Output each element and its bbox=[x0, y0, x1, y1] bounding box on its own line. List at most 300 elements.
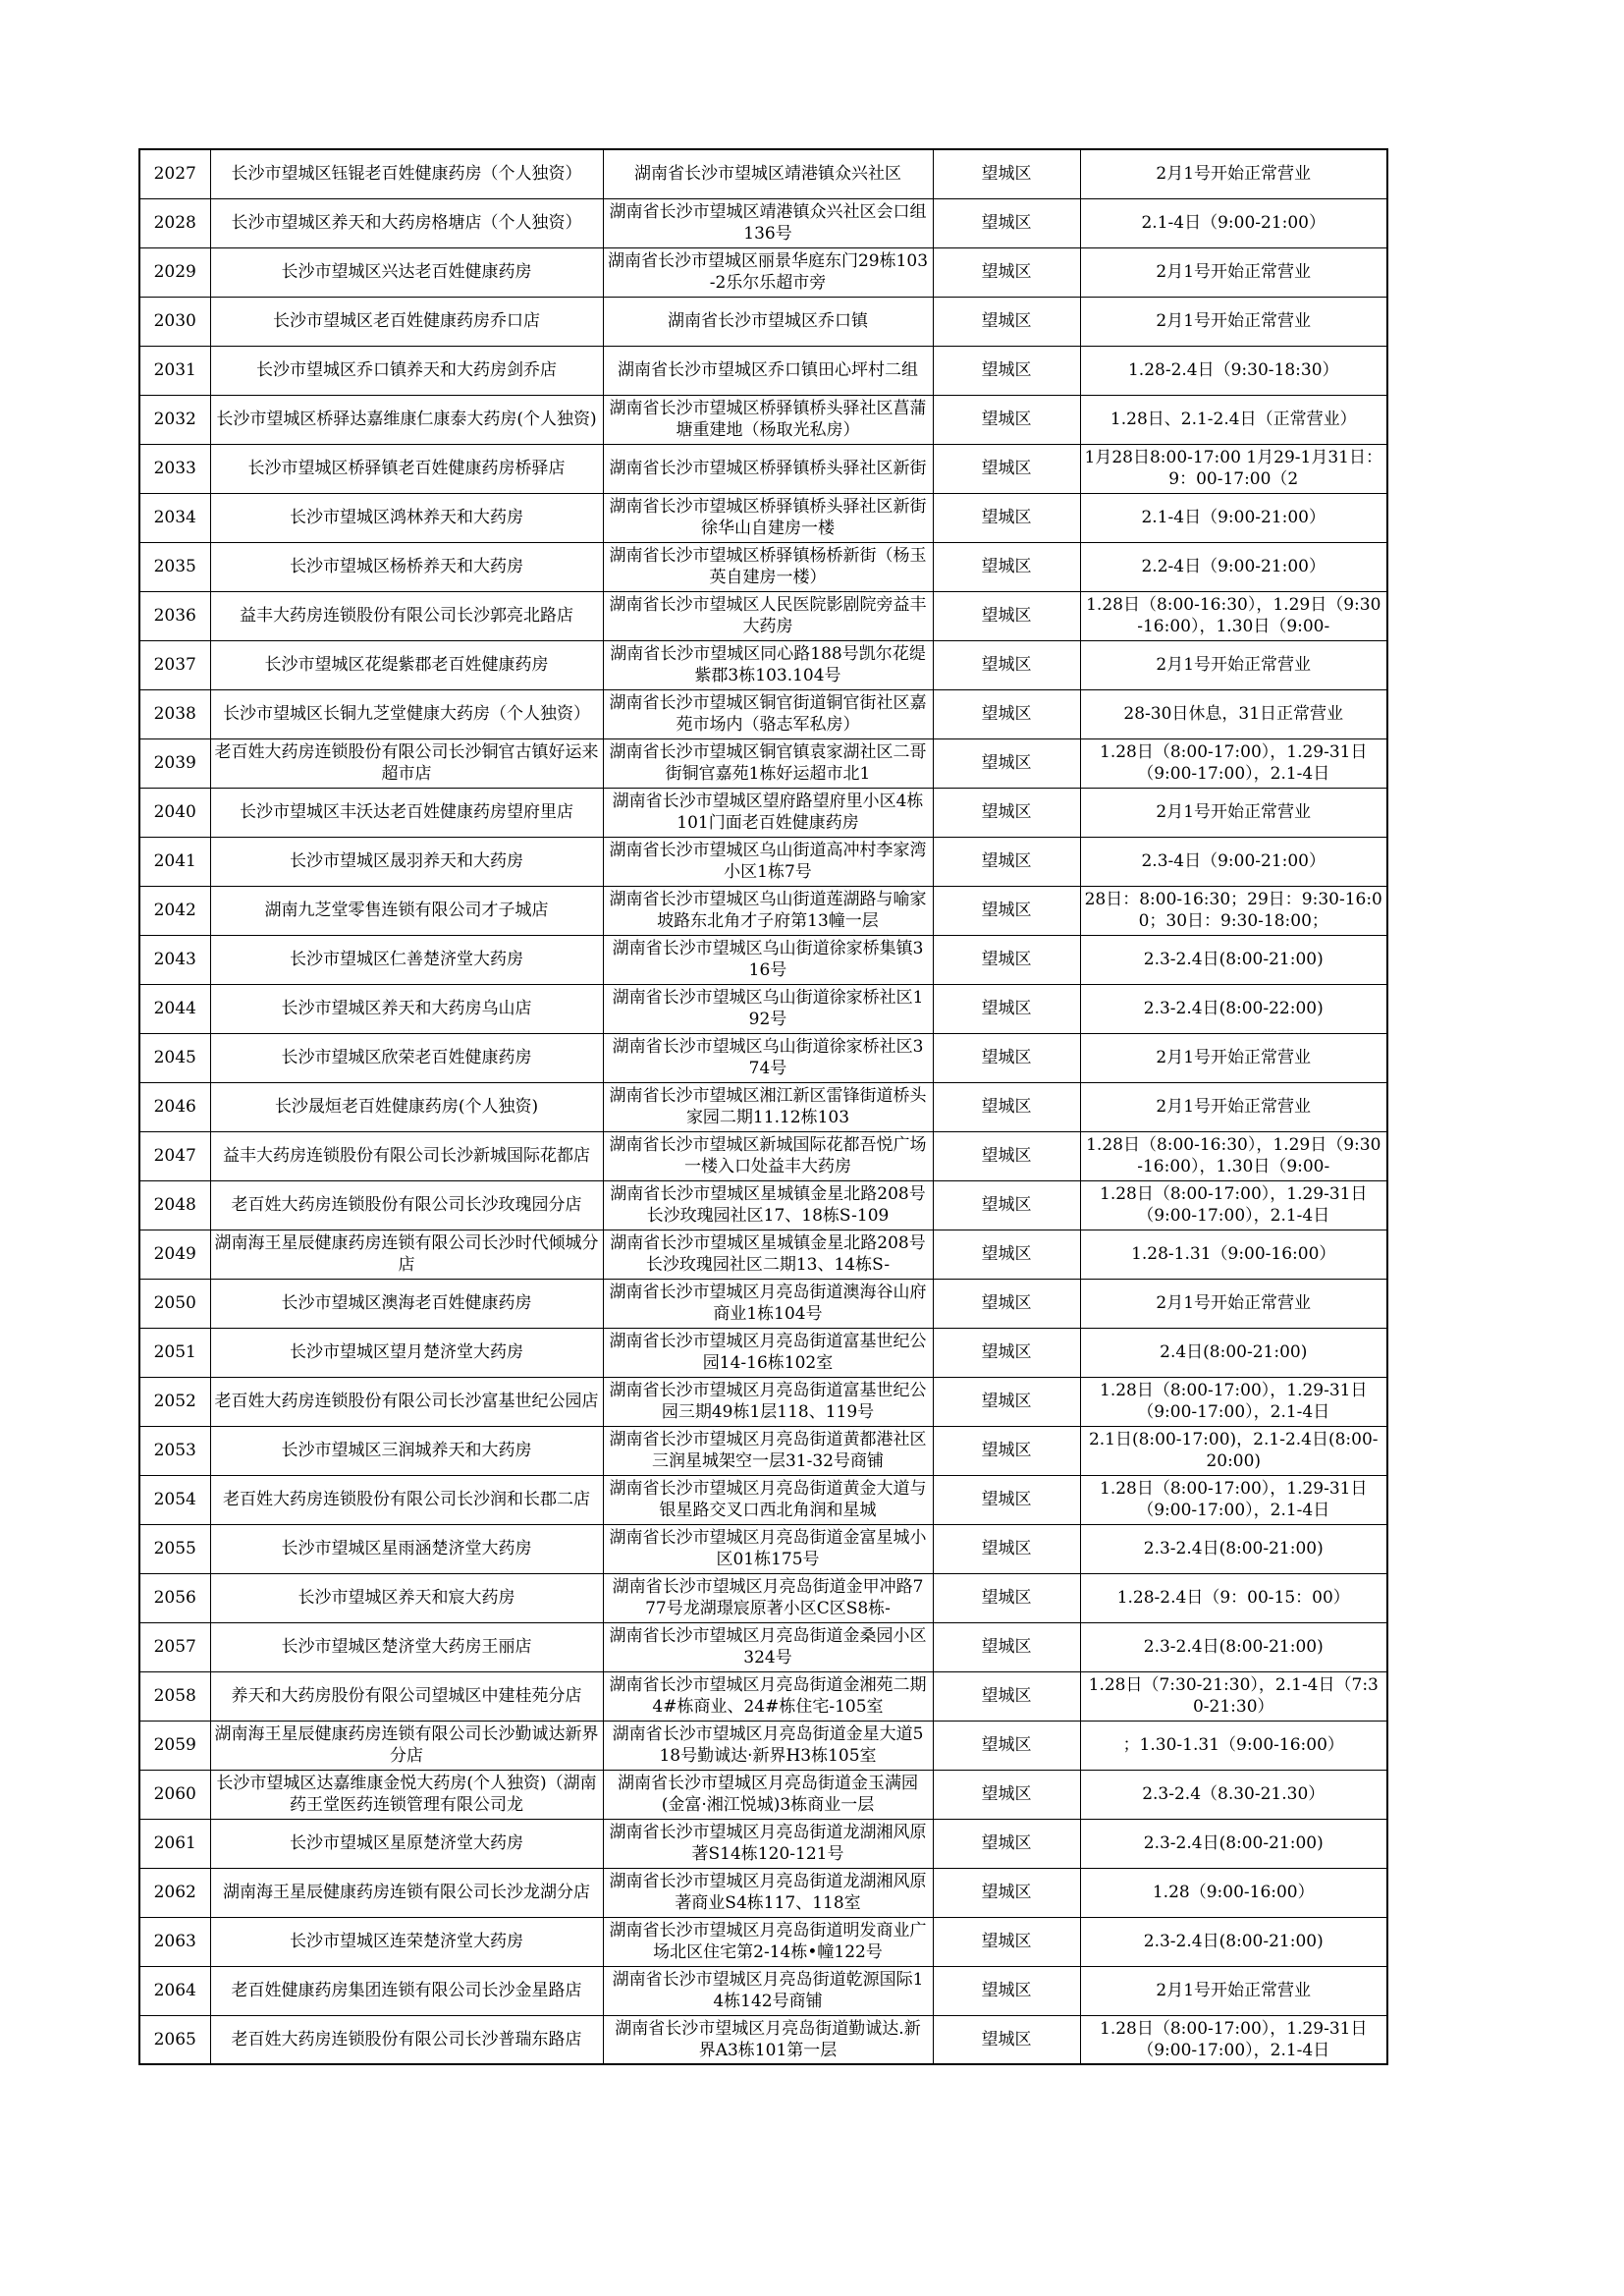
cell-hours bbox=[1080, 1131, 1387, 1180]
cell-pharmacy-name-text: 长沙市望城区三润城养天和大药房 bbox=[281, 1441, 532, 1460]
cell-pharmacy-name-text: 长沙市望城区连荣楚济堂大药房 bbox=[290, 1932, 523, 1951]
cell-address-text: 湖南省长沙市望城区月亮岛街道富基世纪公园14-16栋102室 bbox=[609, 1332, 927, 1373]
cell-district-text: 望城区 bbox=[981, 901, 1032, 920]
cell-pharmacy-name bbox=[210, 1868, 603, 1917]
table-row bbox=[139, 395, 1387, 444]
cell-district bbox=[933, 1819, 1080, 1868]
cell-pharmacy-name bbox=[210, 1819, 603, 1868]
cell-address bbox=[603, 297, 933, 346]
cell-pharmacy-name bbox=[210, 542, 603, 591]
cell-district bbox=[933, 1180, 1080, 1230]
cell-hours bbox=[1080, 1328, 1387, 1377]
cell-pharmacy-name-text: 长沙市望城区养天和大药房格塘店（个人独资） bbox=[231, 213, 582, 233]
cell-hours bbox=[1080, 1230, 1387, 1279]
cell-seq-text: 2056 bbox=[153, 1588, 196, 1608]
cell-hours-text: 1.28-2.4日（9：00-15：00） bbox=[1116, 1588, 1350, 1608]
cell-district-text: 望城区 bbox=[981, 410, 1032, 429]
cell-district bbox=[933, 1573, 1080, 1622]
cell-address bbox=[603, 1082, 933, 1131]
cell-district-text: 望城区 bbox=[981, 1735, 1032, 1755]
cell-pharmacy-name bbox=[210, 1721, 603, 1770]
cell-seq-text: 2050 bbox=[153, 1293, 196, 1313]
cell-pharmacy-name-text: 长沙市望城区花缇紫郡老百姓健康药房 bbox=[264, 655, 549, 675]
cell-district-text: 望城区 bbox=[981, 1342, 1032, 1362]
cell-district-text: 望城区 bbox=[981, 1588, 1032, 1608]
cell-seq-text: 2053 bbox=[153, 1441, 196, 1460]
cell-district bbox=[933, 591, 1080, 640]
cell-pharmacy-name bbox=[210, 198, 603, 247]
table-row bbox=[139, 935, 1387, 984]
cell-address bbox=[603, 149, 933, 198]
cell-seq-text: 2037 bbox=[153, 655, 196, 675]
table-row bbox=[139, 1426, 1387, 1475]
cell-hours-text: 2月1号开始正常营业 bbox=[1156, 1981, 1312, 2000]
table-row bbox=[139, 1770, 1387, 1819]
cell-pharmacy-name-text: 湖南九芝堂零售连锁有限公司才子城店 bbox=[264, 901, 549, 920]
cell-pharmacy-name bbox=[210, 1131, 603, 1180]
cell-pharmacy-name-text: 老百姓大药房连锁股份有限公司长沙铜官古镇好运来超市店 bbox=[214, 742, 599, 784]
table-row bbox=[139, 1082, 1387, 1131]
table-row bbox=[139, 198, 1387, 247]
cell-hours-text: 2月1号开始正常营业 bbox=[1156, 164, 1312, 185]
pharmacy-table bbox=[138, 148, 1388, 2065]
cell-pharmacy-name-text: 养天和大药房股份有限公司望城区中建桂苑分店 bbox=[231, 1686, 582, 1706]
cell-pharmacy-name bbox=[210, 1180, 603, 1230]
cell-hours-text: 1.28日（8:00-17:00），1.29-31日（9:00-17:00），2.1-4日 bbox=[1100, 1381, 1368, 1422]
cell-district-text: 望城区 bbox=[981, 262, 1032, 282]
table-row bbox=[139, 1819, 1387, 1868]
cell-seq-text: 2048 bbox=[153, 1195, 196, 1215]
cell-hours bbox=[1080, 1279, 1387, 1328]
cell-district bbox=[933, 1917, 1080, 1966]
table-row bbox=[139, 837, 1387, 886]
cell-seq-text: 2029 bbox=[153, 262, 196, 282]
cell-hours bbox=[1080, 591, 1387, 640]
cell-district bbox=[933, 1524, 1080, 1573]
cell-pharmacy-name bbox=[210, 247, 603, 297]
table-row bbox=[139, 1180, 1387, 1230]
cell-pharmacy-name-text: 湖南海王星辰健康药房连锁有限公司长沙时代倾城分店 bbox=[214, 1233, 599, 1275]
cell-hours-text: 2.3-2.4日(8:00-22:00) bbox=[1143, 999, 1324, 1018]
cell-hours-text: ；1.30-1.31（9:00-16:00） bbox=[1122, 1735, 1344, 1755]
cell-district-text: 望城区 bbox=[981, 164, 1032, 185]
cell-hours bbox=[1080, 788, 1387, 837]
cell-district bbox=[933, 886, 1080, 935]
cell-address-text: 湖南省长沙市望城区月亮岛街道富基世纪公园三期49栋1层118、119号 bbox=[609, 1381, 927, 1422]
cell-seq-text: 2045 bbox=[153, 1048, 196, 1067]
cell-seq-text: 2041 bbox=[153, 851, 196, 871]
cell-district-text: 望城区 bbox=[981, 753, 1032, 773]
cell-district bbox=[933, 1426, 1080, 1475]
cell-hours bbox=[1080, 395, 1387, 444]
cell-hours bbox=[1080, 1426, 1387, 1475]
cell-seq-text: 2062 bbox=[153, 1883, 196, 1902]
cell-district bbox=[933, 1721, 1080, 1770]
cell-seq bbox=[139, 1917, 210, 1966]
cell-pharmacy-name bbox=[210, 1671, 603, 1721]
cell-address-text: 湖南省长沙市望城区乌山街道徐家桥社区192号 bbox=[612, 988, 924, 1029]
cell-seq bbox=[139, 886, 210, 935]
cell-district-text: 望城区 bbox=[981, 1932, 1032, 1951]
cell-pharmacy-name-text: 长沙市望城区澳海老百姓健康药房 bbox=[281, 1293, 532, 1313]
cell-pharmacy-name bbox=[210, 689, 603, 738]
cell-address-text: 湖南省长沙市望城区月亮岛街道黄都港社区三润星城架空一层31-32号商铺 bbox=[609, 1430, 927, 1471]
cell-hours bbox=[1080, 1622, 1387, 1671]
cell-pharmacy-name bbox=[210, 1426, 603, 1475]
cell-address-text: 湖南省长沙市望城区乔口镇 bbox=[668, 311, 868, 331]
cell-hours bbox=[1080, 1524, 1387, 1573]
cell-address-text: 湖南省长沙市望城区乌山街道徐家桥集镇316号 bbox=[612, 939, 924, 980]
cell-address bbox=[603, 1131, 933, 1180]
cell-address bbox=[603, 837, 933, 886]
cell-district bbox=[933, 1328, 1080, 1377]
cell-hours-text: 2.1日(8:00-17:00)，2.1-2.4日(8:00-20:00) bbox=[1088, 1430, 1379, 1471]
cell-address bbox=[603, 640, 933, 689]
cell-pharmacy-name-text: 长沙市望城区钰锟老百姓健康药房（个人独资） bbox=[231, 164, 582, 185]
cell-address bbox=[603, 935, 933, 984]
cell-seq-text: 2043 bbox=[153, 950, 196, 969]
cell-address-text: 湖南省长沙市望城区铜官镇袁家湖社区二哥街铜官嘉苑1栋好运超市北1 bbox=[609, 742, 927, 784]
table-row bbox=[139, 640, 1387, 689]
cell-address bbox=[603, 689, 933, 738]
cell-district-text: 望城区 bbox=[981, 606, 1032, 626]
cell-seq-text: 2027 bbox=[153, 164, 196, 185]
cell-hours bbox=[1080, 1573, 1387, 1622]
cell-seq-text: 2064 bbox=[153, 1981, 196, 2000]
cell-hours-text: 2.4日(8:00-21:00) bbox=[1160, 1342, 1308, 1362]
cell-hours-text: 28日：8:00-16:30；29日：9:30-16:00；30日：9:30-18:00； bbox=[1084, 890, 1382, 931]
cell-address-text: 湖南省长沙市望城区月亮岛街道金星大道518号勤诚达·新界H3栋105室 bbox=[612, 1724, 924, 1766]
cell-district bbox=[933, 1671, 1080, 1721]
cell-seq-text: 2060 bbox=[153, 1784, 196, 1804]
cell-district-text: 望城区 bbox=[981, 1490, 1032, 1509]
cell-hours bbox=[1080, 640, 1387, 689]
cell-seq-text: 2059 bbox=[153, 1735, 196, 1755]
table-row bbox=[139, 149, 1387, 198]
cell-district bbox=[933, 395, 1080, 444]
cell-address-text: 湖南省长沙市望城区月亮岛街道黄金大道与银星路交叉口西北角润和星城 bbox=[609, 1479, 927, 1520]
cell-district bbox=[933, 1230, 1080, 1279]
cell-address bbox=[603, 1917, 933, 1966]
cell-address-text: 湖南省长沙市望城区望府路望府里小区4栋101门面老百姓健康药房 bbox=[612, 792, 924, 833]
cell-hours-text: 1.28-2.4日（9:30-18:30） bbox=[1127, 360, 1339, 380]
table-row bbox=[139, 247, 1387, 297]
cell-district-text: 望城区 bbox=[981, 1686, 1032, 1706]
cell-seq bbox=[139, 1770, 210, 1819]
cell-address bbox=[603, 1721, 933, 1770]
cell-address bbox=[603, 444, 933, 493]
cell-pharmacy-name bbox=[210, 297, 603, 346]
cell-seq bbox=[139, 984, 210, 1033]
cell-hours-text: 28-30日休息，31日正常营业 bbox=[1123, 704, 1344, 724]
cell-hours-text: 2.3-4日（9:00-21:00） bbox=[1141, 851, 1326, 871]
cell-hours-text: 2.3-2.4日(8:00-21:00) bbox=[1143, 1833, 1324, 1853]
cell-seq bbox=[139, 1328, 210, 1377]
cell-hours bbox=[1080, 886, 1387, 935]
cell-pharmacy-name bbox=[210, 1966, 603, 2015]
cell-pharmacy-name bbox=[210, 591, 603, 640]
cell-address bbox=[603, 1377, 933, 1426]
table-row bbox=[139, 738, 1387, 788]
cell-seq bbox=[139, 1622, 210, 1671]
cell-pharmacy-name-text: 老百姓大药房连锁股份有限公司长沙普瑞东路店 bbox=[231, 2029, 582, 2050]
cell-address-text: 湖南省长沙市望城区月亮岛街道龙湖湘风原著商业S4栋117、118室 bbox=[609, 1872, 927, 1913]
cell-district bbox=[933, 542, 1080, 591]
cell-pharmacy-name-text: 长沙市望城区星雨涵楚济堂大药房 bbox=[281, 1539, 532, 1558]
cell-district-text: 望城区 bbox=[981, 1539, 1032, 1558]
cell-address-text: 湖南省长沙市望城区乌山街道高冲村李家湾小区1栋7号 bbox=[609, 841, 927, 882]
cell-pharmacy-name bbox=[210, 149, 603, 198]
cell-address bbox=[603, 1966, 933, 2015]
table-row bbox=[139, 1721, 1387, 1770]
cell-district-text: 望城区 bbox=[981, 999, 1032, 1018]
cell-address bbox=[603, 1671, 933, 1721]
cell-district bbox=[933, 738, 1080, 788]
table-body bbox=[139, 149, 1387, 2064]
cell-hours-text: 1.28（9:00-16:00） bbox=[1152, 1883, 1315, 1902]
table-row bbox=[139, 1279, 1387, 1328]
cell-district bbox=[933, 1475, 1080, 1524]
cell-hours-text: 1.28日（8:00-17:00），1.29-31日（9:00-17:00），2.1-4日 bbox=[1100, 1184, 1368, 1226]
cell-pharmacy-name bbox=[210, 837, 603, 886]
cell-pharmacy-name bbox=[210, 1033, 603, 1082]
cell-address bbox=[603, 1180, 933, 1230]
cell-address bbox=[603, 247, 933, 297]
cell-hours bbox=[1080, 837, 1387, 886]
cell-pharmacy-name bbox=[210, 1475, 603, 1524]
table-row bbox=[139, 1328, 1387, 1377]
cell-address-text: 湖南省长沙市望城区月亮岛街道澳海谷山府商业1栋104号 bbox=[609, 1283, 927, 1324]
cell-address bbox=[603, 886, 933, 935]
cell-seq bbox=[139, 1819, 210, 1868]
cell-address-text: 湖南省长沙市望城区星城镇金星北路208号长沙玫瑰园社区17、18栋S-109 bbox=[610, 1184, 926, 1226]
table-row bbox=[139, 1917, 1387, 1966]
cell-seq bbox=[139, 395, 210, 444]
cell-district-text: 望城区 bbox=[981, 459, 1032, 478]
cell-seq bbox=[139, 591, 210, 640]
cell-address-text: 湖南省长沙市望城区同心路188号凯尔花缇紫郡3栋103.104号 bbox=[610, 644, 926, 685]
cell-pharmacy-name bbox=[210, 1573, 603, 1622]
cell-address bbox=[603, 1819, 933, 1868]
cell-hours bbox=[1080, 444, 1387, 493]
cell-district bbox=[933, 1868, 1080, 1917]
cell-address-text: 湖南省长沙市望城区丽景华庭东门29栋103-2乐尔乐超市旁 bbox=[607, 251, 929, 293]
cell-pharmacy-name-text: 老百姓大药房连锁股份有限公司长沙玫瑰园分店 bbox=[231, 1195, 582, 1215]
cell-address bbox=[603, 1573, 933, 1622]
cell-pharmacy-name bbox=[210, 2015, 603, 2064]
cell-hours bbox=[1080, 1721, 1387, 1770]
cell-pharmacy-name-text: 老百姓大药房连锁股份有限公司长沙富基世纪公园店 bbox=[214, 1392, 599, 1411]
cell-address bbox=[603, 1770, 933, 1819]
cell-pharmacy-name-text: 湖南海王星辰健康药房连锁有限公司长沙龙湖分店 bbox=[223, 1883, 590, 1902]
cell-district-text: 望城区 bbox=[981, 1392, 1032, 1411]
cell-district-text: 望城区 bbox=[981, 311, 1032, 331]
cell-seq-text: 2058 bbox=[153, 1686, 196, 1706]
cell-seq-text: 2063 bbox=[153, 1932, 196, 1951]
cell-hours-text: 2月1号开始正常营业 bbox=[1156, 802, 1312, 822]
cell-address-text: 湖南省长沙市望城区乌山街道莲湖路与喻家坡路东北角才子府第13幢一层 bbox=[609, 890, 927, 931]
cell-district bbox=[933, 493, 1080, 542]
cell-hours bbox=[1080, 346, 1387, 395]
cell-hours-text: 1.28-1.31（9:00-16:00） bbox=[1131, 1244, 1336, 1264]
cell-seq bbox=[139, 1131, 210, 1180]
cell-hours-text: 1.28日（7:30-21:30），2.1-4日（7:30-21:30） bbox=[1088, 1675, 1379, 1717]
table-row bbox=[139, 1524, 1387, 1573]
cell-hours-text: 2.1-4日（9:00-21:00） bbox=[1141, 508, 1326, 527]
cell-address bbox=[603, 1622, 933, 1671]
cell-district-text: 望城区 bbox=[981, 1637, 1032, 1657]
cell-seq-text: 2036 bbox=[153, 606, 196, 626]
cell-hours bbox=[1080, 1819, 1387, 1868]
cell-pharmacy-name bbox=[210, 1328, 603, 1377]
cell-pharmacy-name-text: 长沙晟烜老百姓健康药房(个人独资) bbox=[274, 1097, 539, 1117]
cell-district-text: 望城区 bbox=[981, 360, 1032, 380]
cell-hours bbox=[1080, 689, 1387, 738]
cell-district-text: 望城区 bbox=[981, 704, 1032, 724]
cell-pharmacy-name-text: 长沙市望城区桥驿达嘉维康仁康泰大药房(个人独资) bbox=[216, 410, 597, 429]
cell-seq bbox=[139, 738, 210, 788]
cell-seq bbox=[139, 1377, 210, 1426]
cell-district bbox=[933, 935, 1080, 984]
table-row bbox=[139, 984, 1387, 1033]
cell-seq-text: 2031 bbox=[153, 360, 196, 380]
table-row bbox=[139, 346, 1387, 395]
cell-pharmacy-name-text: 长沙市望城区长铜九芝堂健康大药房（个人独资） bbox=[223, 704, 590, 724]
cell-pharmacy-name bbox=[210, 444, 603, 493]
cell-address bbox=[603, 1328, 933, 1377]
cell-pharmacy-name bbox=[210, 1082, 603, 1131]
cell-address-text: 湖南省长沙市望城区桥驿镇桥头驿社区菖蒲塘重建地（杨取光私房） bbox=[609, 399, 927, 440]
cell-pharmacy-name-text: 长沙市望城区桥驿镇老百姓健康药房桥驿店 bbox=[247, 459, 566, 478]
cell-district bbox=[933, 640, 1080, 689]
cell-address bbox=[603, 984, 933, 1033]
table-row bbox=[139, 493, 1387, 542]
table-row bbox=[139, 542, 1387, 591]
cell-pharmacy-name bbox=[210, 493, 603, 542]
cell-address-text: 湖南省长沙市望城区新城国际花都吾悦广场一楼入口处益丰大药房 bbox=[609, 1135, 927, 1176]
cell-address-text: 湖南省长沙市望城区星城镇金星北路208号长沙玫瑰园社区二期13、14栋S- bbox=[610, 1233, 926, 1275]
cell-hours-text: 2月1号开始正常营业 bbox=[1156, 1293, 1312, 1313]
cell-seq bbox=[139, 542, 210, 591]
table-row bbox=[139, 1573, 1387, 1622]
cell-seq bbox=[139, 1868, 210, 1917]
cell-seq bbox=[139, 1180, 210, 1230]
cell-district-text: 望城区 bbox=[981, 851, 1032, 871]
cell-seq bbox=[139, 1524, 210, 1573]
cell-district bbox=[933, 1622, 1080, 1671]
cell-district bbox=[933, 1377, 1080, 1426]
cell-pharmacy-name-text: 长沙市望城区乔口镇养天和大药房剑乔店 bbox=[256, 360, 557, 380]
cell-hours-text: 2.2-4日（9:00-21:00） bbox=[1141, 557, 1326, 576]
cell-hours bbox=[1080, 542, 1387, 591]
cell-district-text: 望城区 bbox=[981, 1981, 1032, 2000]
cell-address bbox=[603, 542, 933, 591]
cell-hours bbox=[1080, 297, 1387, 346]
cell-pharmacy-name bbox=[210, 886, 603, 935]
cell-hours bbox=[1080, 984, 1387, 1033]
cell-hours-text: 2月1号开始正常营业 bbox=[1156, 262, 1312, 282]
cell-district bbox=[933, 1279, 1080, 1328]
cell-hours bbox=[1080, 1868, 1387, 1917]
cell-pharmacy-name bbox=[210, 1770, 603, 1819]
cell-district bbox=[933, 2015, 1080, 2064]
cell-seq bbox=[139, 1279, 210, 1328]
cell-seq bbox=[139, 247, 210, 297]
table-row bbox=[139, 1966, 1387, 2015]
cell-district-text: 望城区 bbox=[981, 1784, 1032, 1804]
table-row bbox=[139, 297, 1387, 346]
table-row bbox=[139, 591, 1387, 640]
cell-hours-text: 2月1号开始正常营业 bbox=[1156, 311, 1312, 331]
cell-hours bbox=[1080, 738, 1387, 788]
cell-district-text: 望城区 bbox=[981, 1883, 1032, 1902]
cell-seq-text: 2033 bbox=[153, 459, 196, 478]
cell-pharmacy-name-text: 长沙市望城区晟羽养天和大药房 bbox=[290, 851, 523, 871]
cell-seq bbox=[139, 1573, 210, 1622]
cell-district bbox=[933, 788, 1080, 837]
cell-hours bbox=[1080, 1033, 1387, 1082]
cell-district-text: 望城区 bbox=[981, 950, 1032, 969]
table-row bbox=[139, 2015, 1387, 2064]
cell-pharmacy-name bbox=[210, 395, 603, 444]
cell-hours-text: 2.3-2.4日(8:00-21:00) bbox=[1143, 1932, 1324, 1951]
cell-hours-text: 2.3-2.4日(8:00-21:00) bbox=[1143, 950, 1324, 969]
cell-pharmacy-name-text: 长沙市望城区养天和宸大药房 bbox=[298, 1588, 515, 1608]
cell-address bbox=[603, 346, 933, 395]
cell-seq-text: 2039 bbox=[153, 753, 196, 773]
cell-address bbox=[603, 1230, 933, 1279]
cell-district-text: 望城区 bbox=[981, 1441, 1032, 1460]
cell-seq bbox=[139, 837, 210, 886]
cell-pharmacy-name bbox=[210, 738, 603, 788]
cell-seq bbox=[139, 640, 210, 689]
cell-hours-text: 2.3-2.4（8.30-21.30） bbox=[1142, 1784, 1326, 1804]
cell-pharmacy-name-text: 长沙市望城区鸿林养天和大药房 bbox=[290, 508, 523, 527]
cell-pharmacy-name-text: 益丰大药房连锁股份有限公司长沙新城国际花都店 bbox=[223, 1146, 590, 1166]
cell-seq bbox=[139, 1721, 210, 1770]
cell-seq-text: 2057 bbox=[153, 1637, 196, 1657]
cell-seq-text: 2054 bbox=[153, 1490, 196, 1509]
cell-address bbox=[603, 198, 933, 247]
cell-hours-text: 2月1号开始正常营业 bbox=[1156, 1097, 1312, 1117]
cell-seq bbox=[139, 198, 210, 247]
cell-district bbox=[933, 149, 1080, 198]
cell-district bbox=[933, 1033, 1080, 1082]
cell-district bbox=[933, 1131, 1080, 1180]
cell-pharmacy-name-text: 长沙市望城区仁善楚济堂大药房 bbox=[290, 950, 523, 969]
cell-address-text: 湖南省长沙市望城区桥驿镇桥头驿社区新街徐华山自建房一楼 bbox=[609, 497, 927, 538]
cell-hours bbox=[1080, 493, 1387, 542]
cell-address-text: 湖南省长沙市望城区靖港镇众兴社区 bbox=[634, 164, 901, 185]
cell-seq bbox=[139, 1082, 210, 1131]
cell-seq-text: 2030 bbox=[153, 311, 196, 331]
cell-seq-text: 2044 bbox=[153, 999, 196, 1018]
cell-pharmacy-name-text: 长沙市望城区兴达老百姓健康药房 bbox=[281, 262, 532, 282]
cell-hours bbox=[1080, 1475, 1387, 1524]
cell-hours bbox=[1080, 1671, 1387, 1721]
cell-address bbox=[603, 591, 933, 640]
cell-district bbox=[933, 198, 1080, 247]
cell-pharmacy-name-text: 长沙市望城区老百姓健康药房乔口店 bbox=[273, 311, 540, 331]
cell-address-text: 湖南省长沙市望城区月亮岛街道金湘苑二期4#栋商业、24#栋住宅-105室 bbox=[609, 1675, 927, 1717]
cell-hours bbox=[1080, 198, 1387, 247]
cell-district-text: 望城区 bbox=[981, 1097, 1032, 1117]
cell-address-text: 湖南省长沙市望城区月亮岛街道勤诚达.新界A3栋101第一层 bbox=[615, 2018, 921, 2060]
cell-district bbox=[933, 1082, 1080, 1131]
cell-pharmacy-name-text: 长沙市望城区楚济堂大药房王丽店 bbox=[281, 1637, 532, 1657]
cell-seq bbox=[139, 788, 210, 837]
cell-district-text: 望城区 bbox=[981, 557, 1032, 576]
